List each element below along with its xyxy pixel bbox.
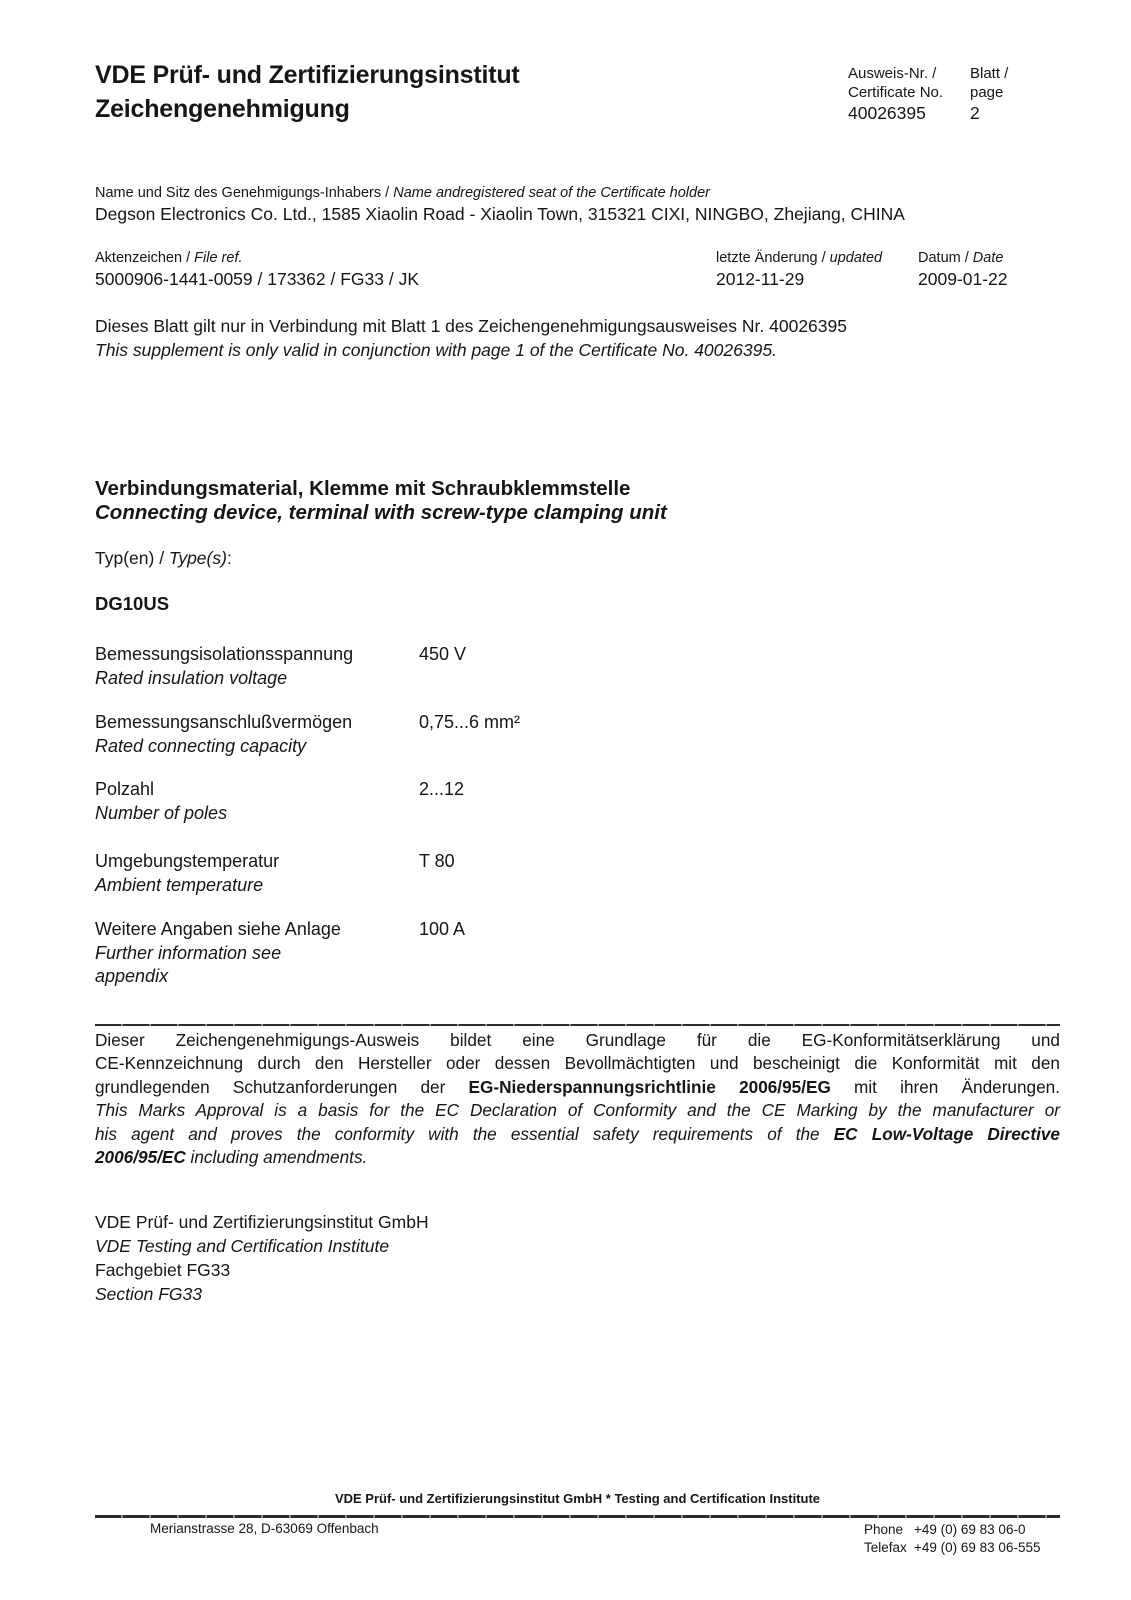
types-label [95, 548, 232, 569]
document-title [95, 58, 520, 126]
certificate-number-block [848, 64, 943, 123]
footer-telefax-label: Telefax [864, 1539, 907, 1555]
footer-divider [95, 1515, 1060, 1518]
spec-label-de: Bemessungsisolationsspannung [95, 644, 354, 664]
types-label-colon: : [226, 548, 232, 568]
validity-note-de: Dieses Blatt gilt nur in Verbindung mit Blatt 1 des Zeichengenehmigungsausweises Nr. 40026395 [95, 316, 847, 336]
spec-value: 100 A [419, 919, 466, 939]
spec-row-further-information [95, 918, 815, 989]
page-number-block [970, 64, 1008, 123]
updated-value: 2012-11-29 [716, 269, 805, 289]
signature-institute-en: VDE Testing and Certification Institute [95, 1236, 390, 1256]
spec-value: 2...12 [419, 779, 465, 799]
signature-institute-de: VDE Prüf- und Zertifizierungsinstitut GmbH [95, 1212, 429, 1232]
declaration-de-line3-suffix: mit ihren Änderungen. [830, 1076, 1061, 1097]
institute-title: VDE Prüf- und Zertifizierungsinstitut [95, 61, 520, 89]
spec-label-en: Number of poles [95, 802, 228, 823]
date-block [918, 249, 1008, 290]
declaration-en-line2-prefix: his agent and proves the conformity with the essential safety requirements of the [95, 1123, 834, 1144]
types-label-de: Typ(en) / [95, 548, 169, 568]
spec-label-en: Rated connecting capacity [95, 735, 307, 756]
spec-label-en: Ambient temperature [95, 874, 264, 895]
declaration-en-line3 [95, 1146, 1060, 1169]
file-ref-value: 5000906-1441-0059 / 173362 / FG33 / JK [95, 269, 419, 289]
spec-row-connecting-capacity [95, 711, 815, 758]
date-label-en: Date [972, 250, 1004, 266]
declaration-en-line3-directive: 2006/95/EC [95, 1147, 186, 1168]
type-value: DG10US [95, 593, 170, 614]
types-label-en: Type(s) [168, 548, 227, 568]
updated-block [716, 249, 882, 290]
certificate-number-label-en: Certificate No. [848, 84, 944, 101]
footer-institute-line: VDE Prüf- und Zertifizierungsinstitut GmbH * Testing and Certification Institute [334, 1491, 821, 1506]
holder-section [95, 184, 905, 225]
certificate-number-label-de: Ausweis-Nr. / [848, 65, 937, 82]
file-ref-label [95, 249, 419, 267]
spec-label-de: Polzahl [95, 779, 155, 799]
declaration-en-line3-suffix: including amendments. [185, 1147, 368, 1168]
holder-label [95, 184, 905, 202]
spec-label-en: Rated insulation voltage [95, 667, 288, 688]
spec-value: T 80 [419, 851, 455, 871]
declaration-en-line2-directive: EC Low-Voltage Directive [833, 1123, 1060, 1144]
date-label [918, 249, 1008, 267]
file-ref-label-de: Aktenzeichen / [95, 250, 195, 266]
spec-label-de: Umgebungstemperatur [95, 851, 280, 871]
footer-contact-block [864, 1521, 1040, 1556]
declaration-de-line1: Dieser Zeichengenehmigungs-Ausweis bildet eine Grundlage für die EG-Konformitätserklärung und [95, 1030, 1060, 1050]
product-title-de: Verbindungsmaterial, Klemme mit Schraubklemmstelle [95, 477, 631, 500]
certificate-number: 40026395 [848, 103, 926, 123]
footer-phone-label: Phone [864, 1522, 904, 1537]
updated-label [716, 249, 882, 267]
validity-note-en: This supplement is only valid in conjunction with page 1 of the Certificate No. 40026395. [95, 340, 777, 360]
page-number: 2 [970, 103, 980, 123]
spec-label-de: Bemessungsanschlußvermögen [95, 712, 353, 732]
validity-note [95, 314, 847, 362]
page-label-en: page [970, 84, 1004, 101]
footer-phone-row [864, 1521, 1040, 1539]
spec-row-ambient-temperature [95, 850, 815, 897]
product-title [95, 477, 667, 524]
document-type-title: Zeichengenehmigung [95, 95, 350, 123]
spec-value: 0,75...6 mm² [419, 712, 521, 732]
declaration-en-line2 [95, 1123, 1060, 1146]
declaration-divider [95, 1024, 1060, 1026]
updated-label-de: letzte Änderung / [716, 250, 830, 266]
footer-telefax-row [864, 1539, 1040, 1557]
product-title-en: Connecting device, terminal with screw-type clamping unit [95, 500, 667, 524]
signature-block [95, 1210, 429, 1306]
declaration-de-line3-directive: EG-Niederspannungsrichtlinie 2006/95/EG [468, 1076, 831, 1097]
declaration-section [95, 1029, 1060, 1169]
holder-label-de: Name und Sitz des Genehmigungs-Inhabers / [95, 185, 394, 201]
date-label-de: Datum / [918, 250, 973, 266]
declaration-en-line1: This Marks Approval is a basis for the EC Declaration of Conformity and the CE Marking by the manufacturer or [95, 1100, 1060, 1121]
page-label-de: Blatt / [970, 65, 1009, 82]
spec-label-en2: appendix [95, 966, 169, 986]
spec-row-insulation-voltage [95, 643, 815, 690]
holder-value: Degson Electronics Co. Ltd., 1585 Xiaolin Road - Xiaolin Town, 315321 CIXI, NINGBO, Zhejiang, CHINA [95, 204, 905, 224]
spec-label-en: Further information see [95, 942, 282, 963]
signature-section-de: Fachgebiet FG33 [95, 1260, 231, 1280]
spec-label-de: Weitere Angaben siehe Anlage [95, 919, 341, 939]
footer-telefax-value: +49 (0) 69 83 06-555 [914, 1539, 1041, 1555]
signature-section-en: Section FG33 [95, 1284, 202, 1304]
footer-address: Merianstrasse 28, D-63069 Offenbach [150, 1521, 379, 1536]
declaration-de-line3 [95, 1076, 1060, 1099]
updated-label-en: updated [829, 250, 883, 266]
spec-row-number-of-poles [95, 778, 815, 825]
declaration-de-line3-prefix: grundlegenden Schutzanforderungen der [95, 1076, 469, 1097]
declaration-de-line2: CE-Kennzeichnung durch den Hersteller oder dessen Bevollmächtigten und bescheinigt die Konformität mit den [95, 1053, 1060, 1074]
file-ref-label-en: File ref. [194, 250, 243, 266]
file-ref-block [95, 249, 419, 290]
holder-label-en: Name andregistered seat of the Certificate holder [393, 185, 710, 201]
spec-value: 450 V [419, 644, 467, 664]
footer-phone-value: +49 (0) 69 83 06-0 [914, 1522, 1026, 1537]
date-value: 2009-01-22 [918, 269, 1008, 289]
